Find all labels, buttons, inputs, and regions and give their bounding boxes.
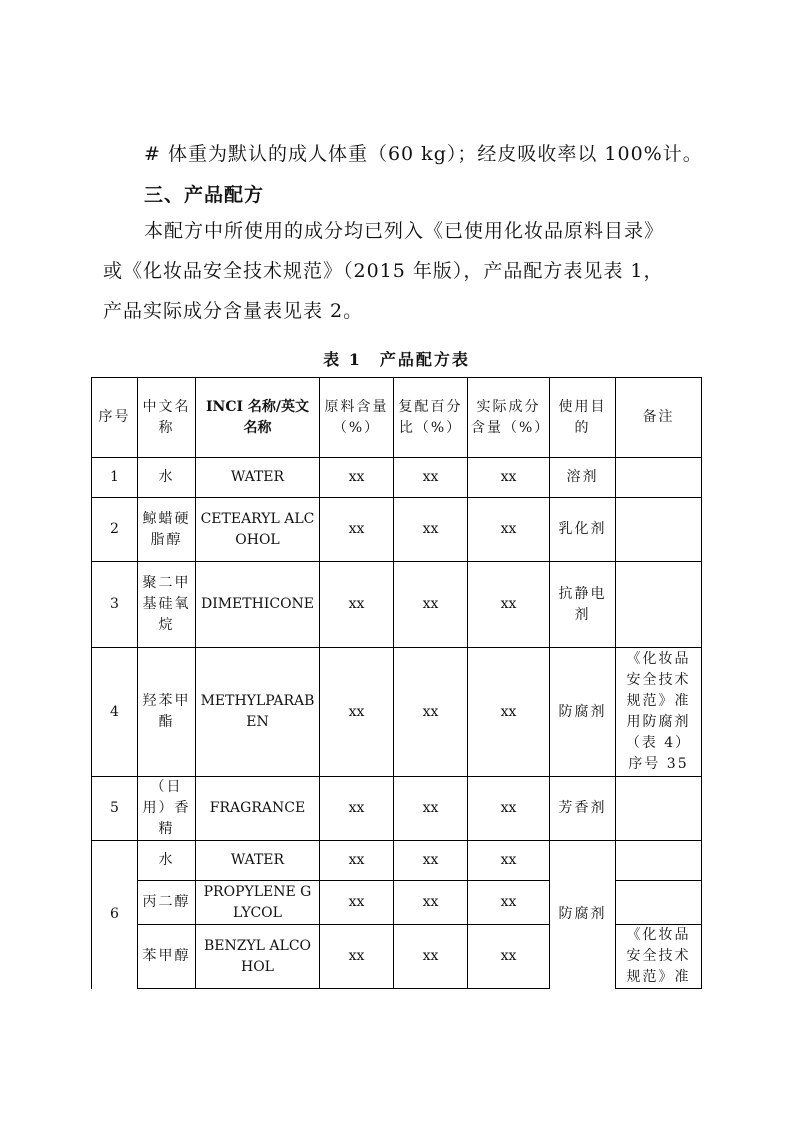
row-compound-percent: xx	[394, 648, 468, 777]
row-note: 《化妆品安全技术规范》准用防腐剂（表 4）序号 35	[616, 648, 702, 777]
table-row	[92, 648, 702, 777]
row-no: 5	[92, 777, 138, 841]
watermark: ​	[33, 570, 87, 624]
table-row	[92, 458, 702, 498]
paragraph-line-3: 产品实际成分含量表见表 2。	[103, 300, 364, 322]
header-no: 序号	[92, 378, 138, 458]
row-inci-name: WATER	[196, 841, 320, 881]
header-cn-name: 中文名称	[138, 378, 196, 458]
row-inci-name: CETEARYL ALCOHOL	[196, 498, 320, 562]
footnote: # 体重为默认的成人体重（60 kg）；经皮吸收率以 100%计。	[144, 143, 703, 165]
row-purpose: 乳化剂	[550, 498, 616, 562]
row-raw-content: xx	[320, 458, 394, 498]
header-inci-name: INCI 名称/英文名称	[196, 378, 320, 458]
row-purpose: 防腐剂	[550, 648, 616, 777]
row-raw-content: xx	[320, 498, 394, 562]
row-cn-name: 水	[138, 841, 196, 881]
table-row	[92, 498, 702, 562]
header-note: 备注	[616, 378, 702, 458]
table-row	[92, 777, 702, 841]
paragraph-line-1: 本配方中所使用的成分均已列入《已使用化妆品原料目录》	[144, 220, 665, 242]
row-note	[616, 777, 702, 841]
row-purpose: 芳香剂	[550, 777, 616, 841]
header-raw-content: 原料含量（%）	[320, 378, 394, 458]
row-raw-content: xx	[320, 841, 394, 881]
table-row	[92, 562, 702, 648]
table-header-row	[92, 378, 702, 458]
row-purpose: 抗静电剂	[550, 562, 616, 648]
row-cn-name: 苯甲醇	[138, 925, 196, 989]
paragraph-line-2: 或《化妆品安全技术规范》（2015 年版），产品配方表见表 1，	[103, 260, 664, 282]
row-cn-name: 聚二甲基硅氧烷	[138, 562, 196, 648]
row-raw-content: xx	[320, 648, 394, 777]
row-actual-content: xx	[468, 881, 550, 925]
row-compound-percent: xx	[394, 841, 468, 881]
row-actual-content: xx	[468, 648, 550, 777]
row-note	[616, 562, 702, 648]
row-inci-name: BENZYL ALCOHOL	[196, 925, 320, 989]
row-actual-content: xx	[468, 498, 550, 562]
row-note: 《化妆品安全技术规范》准	[616, 925, 702, 989]
row-inci-name: FRAGRANCE	[196, 777, 320, 841]
header-purpose: 使用目的	[550, 378, 616, 458]
row-no: 3	[92, 562, 138, 648]
row-note	[616, 881, 702, 925]
row-note	[616, 841, 702, 881]
row-cn-name: 鲸蜡硬脂醇	[138, 498, 196, 562]
row-actual-content: xx	[468, 925, 550, 989]
row-actual-content: xx	[468, 841, 550, 881]
row-compound-percent: xx	[394, 498, 468, 562]
row-inci-name: PROPYLENE GLYCOL	[196, 881, 320, 925]
row-cn-name: 水	[138, 458, 196, 498]
row-actual-content: xx	[468, 458, 550, 498]
row-no: 4	[92, 648, 138, 777]
section-heading: 三、产品配方	[144, 184, 265, 206]
row-note	[616, 458, 702, 498]
row-purpose: 防腐剂	[550, 841, 616, 989]
row-raw-content: xx	[320, 562, 394, 648]
row-compound-percent: xx	[394, 458, 468, 498]
row-no: 2	[92, 498, 138, 562]
row-actual-content: xx	[468, 562, 550, 648]
row-no: 1	[92, 458, 138, 498]
row-compound-percent: xx	[394, 562, 468, 648]
row-inci-name: WATER	[196, 458, 320, 498]
row-raw-content: xx	[320, 777, 394, 841]
header-actual-content: 实际成分含量（%）	[468, 378, 550, 458]
table-caption: 表 1 产品配方表	[323, 350, 470, 369]
row-compound-percent: xx	[394, 777, 468, 841]
row-note	[616, 498, 702, 562]
row-no: 6	[92, 841, 138, 989]
header-compound-percent: 复配百分比（%）	[394, 378, 468, 458]
row-cn-name: （日用）香精	[138, 777, 196, 841]
table-row	[92, 841, 702, 881]
row-compound-percent: xx	[394, 925, 468, 989]
row-inci-name: DIMETHICONE	[196, 562, 320, 648]
row-purpose: 溶剂	[550, 458, 616, 498]
formula-table	[91, 377, 702, 989]
row-raw-content: xx	[320, 881, 394, 925]
row-cn-name: 羟苯甲酯	[138, 648, 196, 777]
row-raw-content: xx	[320, 925, 394, 989]
row-compound-percent: xx	[394, 881, 468, 925]
row-cn-name: 丙二醇	[138, 881, 196, 925]
row-actual-content: xx	[468, 777, 550, 841]
row-inci-name: METHYLPARABEN	[196, 648, 320, 777]
